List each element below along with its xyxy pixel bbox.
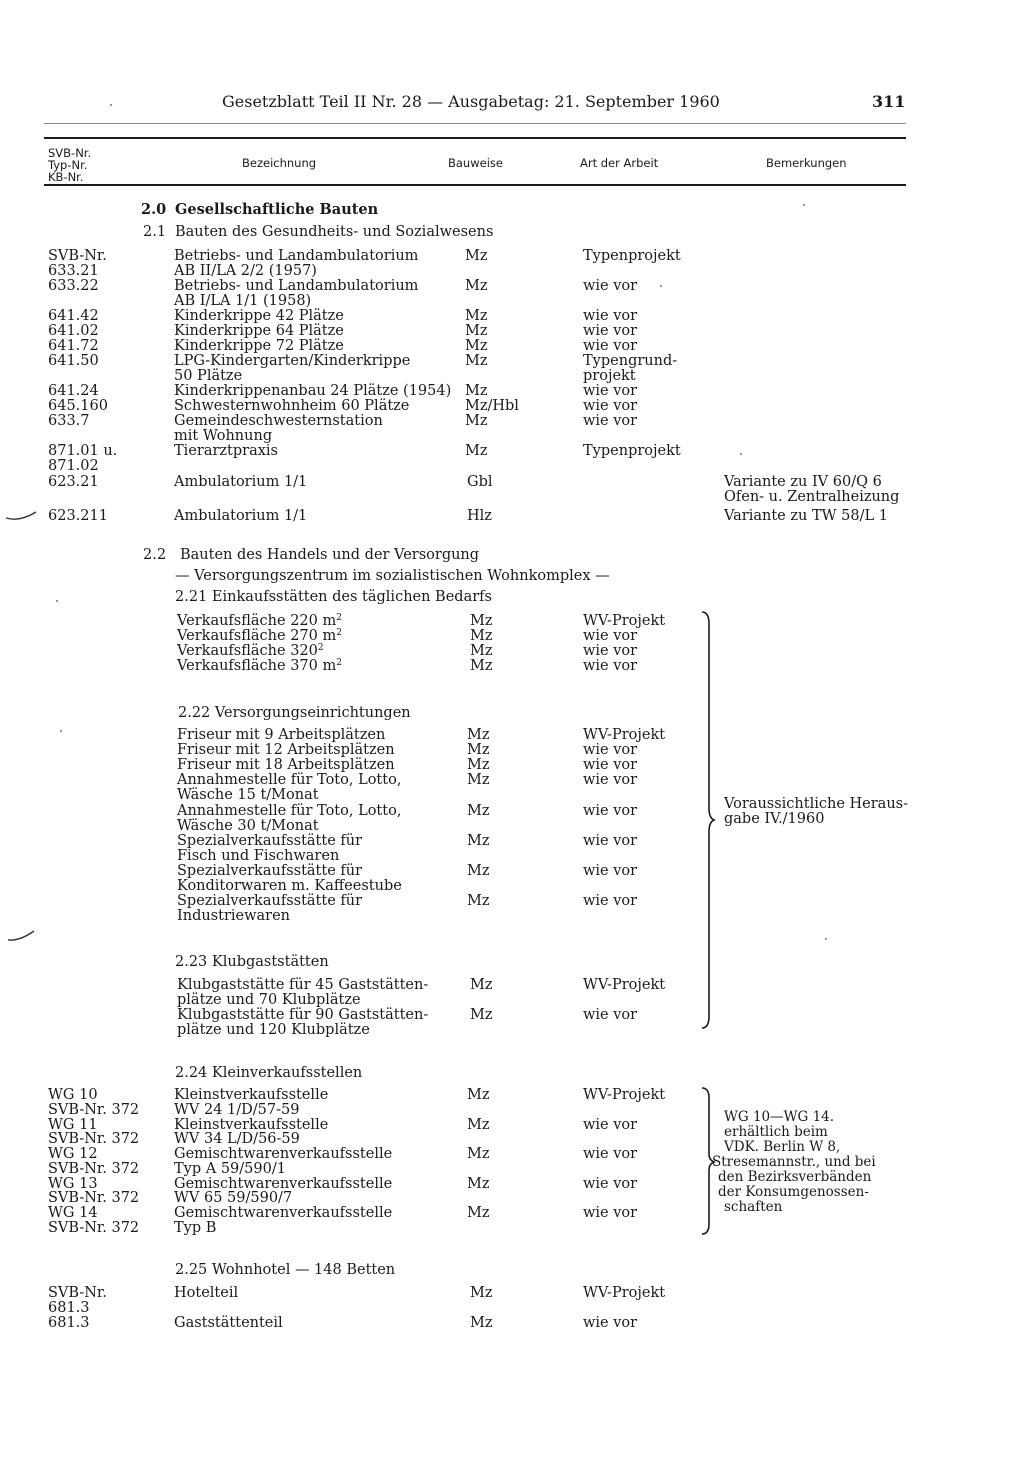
scan-speck — [660, 285, 662, 287]
row-bauweise: Gbl — [467, 474, 493, 490]
superscript: 2 — [336, 613, 342, 623]
section-heading: 2.21 Einkaufsstätten des täglichen Bedarfs — [175, 589, 492, 605]
row-bauweise: Mz — [465, 383, 488, 399]
margin-mark — [4, 508, 38, 524]
row-nr: 871.01 u. — [48, 443, 118, 459]
section-heading: Bauten des Gesundheits- und Sozialwesens — [175, 224, 494, 240]
row-bauweise: Mz — [470, 658, 493, 674]
page-header-title: Gesetzblatt Teil II Nr. 28 — Ausgabetag: 21. September 1960 — [222, 92, 720, 111]
row-bezeichnung: Verkaufsfläche $320^2$ — [177, 643, 324, 659]
row-bauweise: Mz — [465, 323, 488, 339]
scan-speck — [803, 204, 805, 206]
row-bezeichnung: Kinderkrippenanbau 24 Plätze (1954) — [174, 383, 452, 399]
row-bezeichnung: Annahmestelle für Toto, Lotto, — [177, 772, 402, 788]
row-bemerkungen: Variante zu IV 60/Q 6 — [724, 474, 882, 490]
row-bezeichnung: Industriewaren — [177, 908, 291, 924]
row-bauweise: Mz — [465, 353, 488, 369]
row-nr: 641.72 — [48, 338, 99, 354]
row-nr: 681.3 — [48, 1300, 90, 1316]
row-nr: SVB-Nr. — [48, 1285, 107, 1301]
scan-speck — [110, 104, 112, 106]
row-bezeichnung: Kleinstverkaufsstelle — [174, 1117, 329, 1133]
row-bezeichnung: Betriebs- und Landambulatorium — [174, 278, 419, 294]
row-nr: SVB-Nr. 372 — [48, 1131, 140, 1147]
note-wg: den Bezirksverbänden — [718, 1169, 872, 1185]
column-header-nr-3: KB-Nr. — [48, 170, 84, 184]
row-bezeichnung: WV 65 59/590/7 — [174, 1190, 293, 1206]
section-heading: 2.24 Kleinverkaufsstellen — [175, 1065, 363, 1081]
row-art-der-arbeit: wie vor — [583, 413, 638, 429]
row-bauweise: Mz/Hbl — [465, 398, 519, 414]
row-art-der-arbeit: Typenprojekt — [583, 248, 681, 264]
row-bauweise: Mz — [470, 1007, 493, 1023]
note-wg: WG 10—WG 14. — [724, 1109, 835, 1125]
row-bauweise: Mz — [467, 893, 490, 909]
row-bezeichnung: Annahmestelle für Toto, Lotto, — [177, 803, 402, 819]
note-wg: Stresemannstr., und bei — [712, 1154, 876, 1170]
row-nr: 633.7 — [48, 413, 90, 429]
row-art-der-arbeit: wie vor — [583, 1176, 638, 1192]
row-art-der-arbeit: wie vor — [583, 833, 638, 849]
column-header-nr-1: SVB-Nr. — [48, 146, 92, 160]
row-bauweise: Mz — [467, 833, 490, 849]
row-art-der-arbeit: wie vor — [583, 742, 638, 758]
row-bezeichnung: 50 Plätze — [174, 368, 243, 384]
row-nr: WG 10 — [48, 1087, 98, 1103]
row-bezeichnung: WV 34 L/D/56-59 — [174, 1131, 300, 1147]
row-bezeichnung: Kinderkrippe 72 Plätze — [174, 338, 344, 354]
row-bezeichnung: Ambulatorium 1/1 — [174, 474, 308, 490]
row-bezeichnung: Betriebs- und Landambulatorium — [174, 248, 419, 264]
row-bauweise: Mz — [470, 643, 493, 659]
row-bauweise: Mz — [467, 772, 490, 788]
row-art-der-arbeit: wie vor — [583, 863, 638, 879]
row-bezeichnung: Gemischtwarenverkaufsstelle — [174, 1176, 393, 1192]
row-bauweise: Mz — [470, 1285, 493, 1301]
row-bezeichnung: Schwesternwohnheim 60 Plätze — [174, 398, 410, 414]
row-bezeichnung: Wäsche 30 t/Monat — [177, 818, 319, 834]
row-nr: 623.21 — [48, 474, 99, 490]
row-art-der-arbeit: wie vor — [583, 398, 638, 414]
superscript: 2 — [336, 628, 342, 638]
row-nr: 871.02 — [48, 458, 99, 474]
row-bezeichnung: Gaststättenteil — [174, 1315, 283, 1331]
column-header-nr-2: Typ-Nr. — [48, 158, 88, 172]
row-bezeichnung: Spezialverkaufsstätte für — [177, 893, 363, 909]
row-bauweise: Mz — [467, 1146, 490, 1162]
row-nr: 633.22 — [48, 278, 99, 294]
row-nr: WG 11 — [48, 1117, 98, 1133]
row-nr: 633.21 — [48, 263, 99, 279]
section-heading: 2.23 Klubgaststätten — [175, 954, 329, 970]
row-art-der-arbeit: WV-Projekt — [583, 613, 666, 629]
column-header-art: Art der Arbeit — [580, 156, 659, 170]
row-bauweise: Mz — [465, 338, 488, 354]
margin-mark — [6, 928, 36, 944]
row-bezeichnung: Kinderkrippe 64 Plätze — [174, 323, 344, 339]
row-nr: 641.42 — [48, 308, 99, 324]
row-art-der-arbeit: wie vor — [583, 772, 638, 788]
row-bezeichnung: Hotelteil — [174, 1285, 239, 1301]
row-art-der-arbeit: wie vor — [583, 383, 638, 399]
row-nr: SVB-Nr. 372 — [48, 1161, 140, 1177]
superscript: 2 — [317, 643, 324, 653]
bracket-herausgabe-path — [702, 612, 714, 1028]
row-art-der-arbeit: Typenprojekt — [583, 443, 681, 459]
row-nr: SVB-Nr. — [48, 248, 107, 264]
row-bezeichnung: Tierarztpraxis — [174, 443, 278, 459]
row-art-der-arbeit: wie vor — [583, 643, 638, 659]
row-art-der-arbeit: wie vor — [583, 323, 638, 339]
scan-speck — [56, 600, 58, 602]
row-nr: 623.211 — [48, 508, 108, 524]
row-bezeichnung: AB I/LA 1/1 (1958) — [174, 293, 312, 309]
row-bezeichnung: Gemischtwarenverkaufsstelle — [174, 1146, 393, 1162]
row-art-der-arbeit: projekt — [583, 368, 636, 384]
row-bauweise: Mz — [467, 1176, 490, 1192]
row-bezeichnung: LPG-Kindergarten/Kinderkrippe — [174, 353, 411, 369]
row-bezeichnung: Verkaufsfläche 370 $m^2$ — [177, 658, 342, 674]
row-bauweise: Mz — [467, 1205, 490, 1221]
row-nr: WG 12 — [48, 1146, 98, 1162]
row-nr: 681.3 — [48, 1315, 90, 1331]
header-rule-top — [44, 123, 906, 124]
row-bauweise: Mz — [465, 278, 488, 294]
row-bauweise: Hlz — [467, 508, 492, 524]
row-art-der-arbeit: WV-Projekt — [583, 727, 666, 743]
row-bemerkungen: Variante zu TW 58/L 1 — [724, 508, 888, 524]
row-bauweise: Mz — [465, 413, 488, 429]
column-header-rule — [44, 184, 906, 186]
column-header-bemerkungen: Bemerkungen — [766, 156, 847, 170]
row-art-der-arbeit: WV-Projekt — [583, 977, 666, 993]
row-bezeichnung: Spezialverkaufsstätte für — [177, 863, 363, 879]
row-bezeichnung: AB II/LA 2/2 (1957) — [174, 263, 317, 279]
row-nr: 641.24 — [48, 383, 99, 399]
row-art-der-arbeit: wie vor — [583, 658, 638, 674]
row-bezeichnung: Friseur mit 9 Arbeitsplätzen — [177, 727, 386, 743]
section-heading: 2.1 — [143, 224, 167, 240]
note-herausgabe: gabe IV./1960 — [724, 811, 825, 827]
row-art-der-arbeit: WV-Projekt — [583, 1285, 666, 1301]
row-bauweise: Mz — [465, 248, 488, 264]
section-heading: 2.0 — [141, 201, 167, 218]
row-bezeichnung: Wäsche 15 t/Monat — [177, 787, 319, 803]
row-art-der-arbeit: WV-Projekt — [583, 1087, 666, 1103]
row-bezeichnung: Friseur mit 12 Arbeitsplätzen — [177, 742, 395, 758]
page-number: 311 — [872, 92, 906, 111]
row-bezeichnung: mit Wohnung — [174, 428, 273, 444]
scan-speck — [825, 938, 827, 940]
column-header-bezeichnung: Bezeichnung — [242, 156, 317, 170]
row-bauweise: Mz — [470, 977, 493, 993]
row-nr: SVB-Nr. 372 — [48, 1220, 140, 1236]
row-art-der-arbeit: wie vor — [583, 1007, 638, 1023]
margin-mark-path — [8, 931, 34, 940]
section-heading: Gesellschaftliche Bauten — [175, 201, 379, 218]
row-bemerkungen: Ofen- u. Zentralheizung — [724, 489, 900, 505]
row-art-der-arbeit: wie vor — [583, 893, 638, 909]
row-bezeichnung: Gemischtwarenverkaufsstelle — [174, 1205, 393, 1221]
row-art-der-arbeit: wie vor — [583, 308, 638, 324]
row-bezeichnung: Konditorwaren m. Kaffeestube — [177, 878, 402, 894]
section-heading: 2.22 Versorgungseinrichtungen — [178, 705, 411, 721]
row-art-der-arbeit: wie vor — [583, 278, 638, 294]
note-wg: schaften — [724, 1199, 783, 1215]
row-art-der-arbeit: wie vor — [583, 757, 638, 773]
row-bezeichnung: Kleinstverkaufsstelle — [174, 1087, 329, 1103]
row-nr: 645.160 — [48, 398, 108, 414]
row-bauweise: Mz — [467, 757, 490, 773]
row-nr: SVB-Nr. 372 — [48, 1102, 140, 1118]
row-bezeichnung: Verkaufsfläche 220 $m^2$ — [177, 613, 342, 629]
row-bezeichnung: WV 24 1/D/57-59 — [174, 1102, 300, 1118]
row-nr: SVB-Nr. 372 — [48, 1190, 140, 1206]
row-bezeichnung: plätze und 70 Klubplätze — [177, 992, 361, 1008]
row-art-der-arbeit: wie vor — [583, 1205, 638, 1221]
row-bezeichnung: Ambulatorium 1/1 — [174, 508, 308, 524]
row-nr: 641.02 — [48, 323, 99, 339]
row-bauweise: Mz — [465, 308, 488, 324]
row-nr: WG 14 — [48, 1205, 98, 1221]
row-bauweise: Mz — [470, 613, 493, 629]
row-art-der-arbeit: wie vor — [583, 1117, 638, 1133]
row-bezeichnung: Kinderkrippe 42 Plätze — [174, 308, 344, 324]
row-bezeichnung: plätze und 120 Klubplätze — [177, 1022, 370, 1038]
row-art-der-arbeit: wie vor — [583, 1315, 638, 1331]
row-bezeichnung: Spezialverkaufsstätte für — [177, 833, 363, 849]
row-bauweise: Mz — [467, 742, 490, 758]
note-wg: der Konsumgenossen- — [718, 1184, 869, 1200]
note-herausgabe: Voraussichtliche Heraus- — [724, 796, 908, 812]
row-bauweise: Mz — [467, 803, 490, 819]
row-bezeichnung: Friseur mit 18 Arbeitsplätzen — [177, 757, 395, 773]
row-bezeichnung: Fisch und Fischwaren — [177, 848, 340, 864]
row-art-der-arbeit: wie vor — [583, 1146, 638, 1162]
row-bezeichnung: Klubgaststätte für 45 Gaststätten- — [177, 977, 429, 993]
section-heading: 2.2 — [143, 547, 167, 563]
row-bezeichnung: Klubgaststätte für 90 Gaststätten- — [177, 1007, 429, 1023]
superscript: 2 — [336, 658, 342, 668]
margin-mark-path — [6, 512, 36, 519]
row-bezeichnung: Typ B — [174, 1220, 217, 1236]
row-bezeichnung: Gemeindeschwesternstation — [174, 413, 383, 429]
section-heading: — Versorgungszentrum im sozialistischen Wohnkomplex — — [175, 568, 610, 584]
row-bauweise: Mz — [467, 1087, 490, 1103]
row-bauweise: Mz — [470, 628, 493, 644]
row-bauweise: Mz — [470, 1315, 493, 1331]
row-bauweise: Mz — [465, 443, 488, 459]
row-nr: WG 13 — [48, 1176, 98, 1192]
column-header-bauweise: Bauweise — [448, 156, 503, 170]
section-heading: 2.25 Wohnhotel — 148 Betten — [175, 1262, 396, 1278]
row-art-der-arbeit: Typengrund- — [583, 353, 678, 369]
note-wg: erhältlich beim — [724, 1124, 828, 1140]
section-heading: Bauten des Handels und der Versorgung — [180, 547, 480, 563]
row-art-der-arbeit: wie vor — [583, 338, 638, 354]
bracket-herausgabe — [700, 610, 716, 1030]
row-bauweise: Mz — [467, 863, 490, 879]
row-art-der-arbeit: wie vor — [583, 628, 638, 644]
row-bezeichnung: Typ A 59/590/1 — [174, 1161, 286, 1177]
row-nr: 641.50 — [48, 353, 99, 369]
note-wg: VDK. Berlin W 8, — [724, 1139, 841, 1155]
scan-speck — [740, 453, 742, 455]
row-bauweise: Mz — [467, 1117, 490, 1133]
scan-speck — [60, 730, 62, 732]
row-art-der-arbeit: wie vor — [583, 803, 638, 819]
header-rule — [44, 137, 906, 139]
row-bauweise: Mz — [467, 727, 490, 743]
row-bezeichnung: Verkaufsfläche 270 $m^2$ — [177, 628, 342, 644]
